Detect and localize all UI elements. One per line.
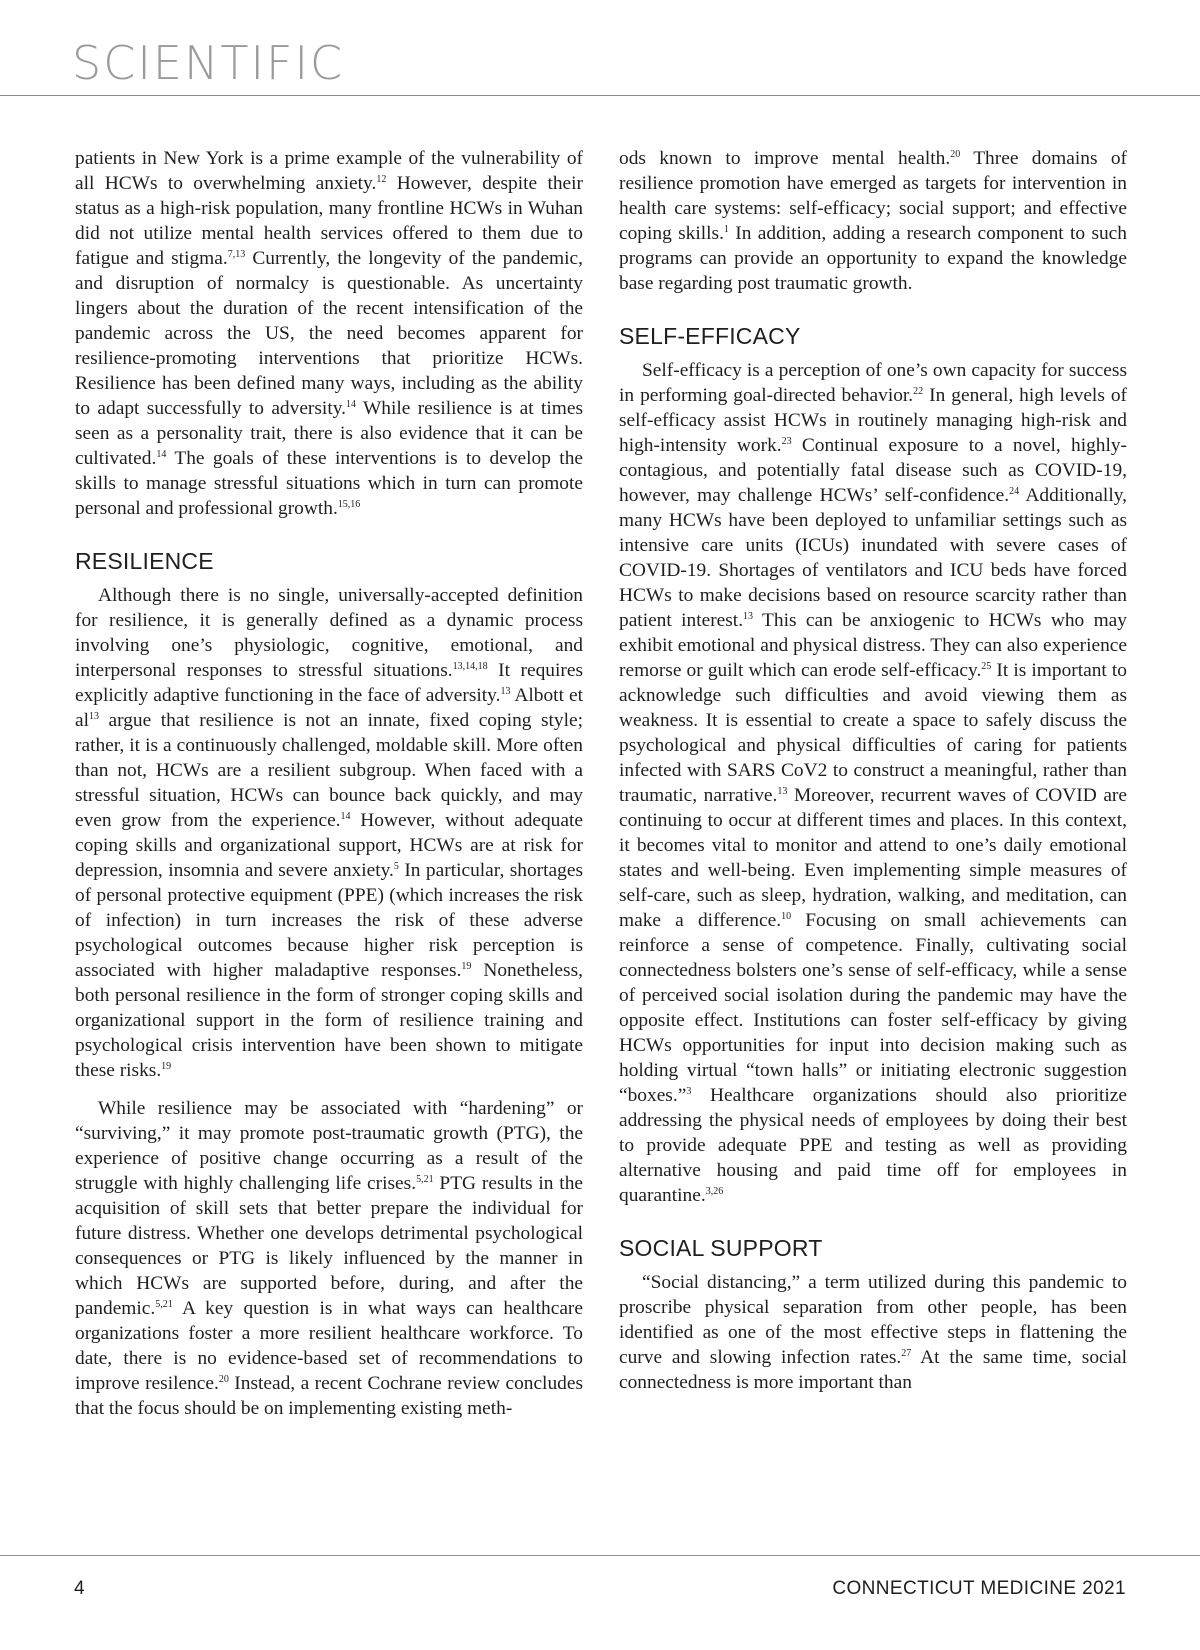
paragraph: While resilience may be associated with “hardening” or “surviving,” it may promote post-traumatic growth (PTG), the experience of positive change occurring as a result of the struggle with highly challenging life crises.$^{5,21}$ PTG results in the acquisition of skill sets that better prepare the individual for future distress. Whether one develops detrimental psychological consequences or PTG is likely influenced by the manner in which HCWs are supported before, during, and after the pandemic.$^{5,21}$ A key question is in what ways can healthcare organizations foster a more resilient healthcare workforce. To date, there is no evidence-based set of recommendations to improve resilence.$^{20}$ Instead, a recent Cochrane review concludes that the focus should be on implementing existing meth- xyxy=(75,1098,583,1419)
citation: 15,16 xyxy=(337,499,361,510)
citation: 19 xyxy=(161,1061,172,1072)
citation: 3 xyxy=(686,1086,692,1097)
heading-self-efficacy: SELF-EFFICACY xyxy=(619,323,801,349)
citation: 13 xyxy=(500,686,511,697)
heading-social-support: SOCIAL SUPPORT xyxy=(619,1235,823,1261)
citation: 10 xyxy=(781,911,792,922)
paragraph: Self-efficacy is a perception of one’s own capacity for success in performing goal-directed behavior.$^{22}$ In general, high levels of self-efficacy assist HCWs in routinely managing high-risk and high-intensity work.$^{23}$ Continual exposure to a novel, highly-contagious, and potentially fatal disease such as COVID-19, however, may challenge HCWs’ self-confidence.$^{24}$ Additionally, many HCWs have been deployed to unfamiliar settings such as intensive care units (ICUs) inundated with severe cases of COVID-19. Shortages of ventilators and ICU beds have forced HCWs to make decisions based on resource scarcity rather than patient interest.$^{13}$ This can be anxiogenic to HCWs who may exhibit emotional and physical distress. They can also experience remorse or guilt which can erode self-efficacy.$^{25}$ It is important to acknowledge such difficulties and avoid viewing them as weakness. It is essential to create a space to safely discuss the psychological and physical difficulties of caring for patients infected with SARS CoV2 to construct a meaningful, rather than traumatic, narrative.$^{13}$ Moreover, recurrent waves of COVID are continuing to occur at different times and places. In this context, it becomes vital to monitor and attend to one’s daily emotional states and well-being. Even implementing simple measures of self-care, such as sleep, hydration, walking, and meditation, can make a difference.$^{10}$ Focusing on small achievements can reinforce a sense of competence. Finally, cultivating social connectedness bolsters one’s sense of self-efficacy, while a sense of perceived social isolation during the pandemic may have the opposite effect. Institutions can foster self-efficacy by giving HCWs opportunities for input into decision making such as holding virtual “town halls” or initiating electronic suggestion “boxes.”$^3$ Healthcare organizations should also prioritize addressing the physical needs of employees by doing their best to provide adequate PPE and testing as well as providing alternative housing and paid time off for employees in quarantine.$^{3,26}$ xyxy=(619,360,1128,1206)
citation: 20 xyxy=(950,149,961,160)
citation: 24 xyxy=(1009,486,1020,497)
citation: 5,21 xyxy=(416,1174,434,1185)
citation: 13 xyxy=(777,786,788,797)
citation: 20 xyxy=(218,1374,229,1385)
citation: 1 xyxy=(723,224,729,235)
heading-resilience: RESILIENCE xyxy=(75,548,214,574)
citation: 12 xyxy=(376,174,387,185)
header-divider xyxy=(0,95,1200,96)
citation: 25 xyxy=(981,661,992,672)
citation: 27 xyxy=(901,1348,912,1359)
citation: 3,26 xyxy=(705,1186,724,1197)
paragraph: “Social distancing,” a term utilized during this pandemic to proscribe physical separation from other people, has been identified as one of the most effective steps in flattening the curve and slowing infection rates.$^{27}$ At the same time, social connectedness is more important than xyxy=(619,1272,1127,1393)
citation: 23 xyxy=(781,436,792,447)
citation: 13 xyxy=(89,711,99,722)
left-column xyxy=(75,146,583,1434)
citation: 5 xyxy=(393,861,399,872)
citation: 19 xyxy=(461,961,472,972)
citation: 22 xyxy=(913,386,924,397)
citation: 13 xyxy=(743,611,754,622)
paragraph: patients in New York is a prime example of the vulnerability of all HCWs to overwhelming anxiety.$^{12}$ However, despite their status as a high-risk population, many frontline HCWs in Wuhan did not utilize mental health services offered to them due to fatigue and stigma.$^{7,13}$ Currently, the longevity of the pandemic, and disruption of normalcy is questionable. As uncertainty lingers about the duration of the recent intensification of the pandemic across the US, the need becomes apparent for resilience-promoting interventions that prioritize HCWs. Resilience has been defined many ways, including as the ability to adapt successfully to adversity.$^{14}$ While resilience is at times seen as a personality trait, there is also evidence that it can be cultivated.$^{14}$ The goals of these interventions is to develop the skills to manage stressful situations which in turn can promote personal and professional growth.$^{15,16}$ xyxy=(75,148,584,519)
citation: 14 xyxy=(156,449,167,460)
page-number: 4 xyxy=(74,1578,85,1599)
citation: 7,13 xyxy=(227,249,246,260)
paragraph: Although there is no single, universally-accepted definition for resilience, it is generally defined as a dynamic process involving one’s physiologic, cognitive, emotional, and interpersonal responses to stressful situations.$^{13,14,18}$ It requires explicitly adaptive functioning in the face of adversity.$^{13}$ Albott et $al^{13}$ argue that resilience is not an innate, fixed coping style; rather, it is a continuously challenged, moldable skill. More often than not, HCWs are a resilient subgroup. When faced with a stressful situation, HCWs can bounce back quickly, and may even grow from the experience.$^{14}$ However, without adequate coping skills and organizational support, HCWs are at risk for depression, insomnia and severe anxiety.$^5$ In particular, shortages of personal protective equipment (PPE) (which increases the risk of infection) in turn increases the risk of these adverse psychological outcomes because higher risk perception is associated with higher maladaptive responses.$^{19}$ Nonetheless, both personal resilience in the form of stronger coping skills and organizational support in the form of resilience training and psychological crisis intervention have been shown to mitigate these risks.$^{19}$ xyxy=(75,585,583,1081)
citation: 14 xyxy=(346,399,356,410)
citation: 13,14,18 xyxy=(452,661,488,672)
citation: 5,21 xyxy=(155,1299,173,1310)
right-column xyxy=(619,146,1127,1408)
journal-footer: CONNECTICUT MEDICINE 2021 xyxy=(832,1578,1126,1599)
footer-divider xyxy=(0,1555,1200,1556)
paragraph: ods known to improve mental health.$^{20}$ Three domains of resilience promotion have emerged as targets for intervention in health care systems: self-efficacy; social support; and effective coping skills.$^1$ In addition, adding a research component to such programs can provide an opportunity to expand the knowledge base regarding post traumatic growth. xyxy=(619,148,1127,294)
citation: 14 xyxy=(340,811,351,822)
section-label: SCIENTIFIC xyxy=(72,36,345,90)
